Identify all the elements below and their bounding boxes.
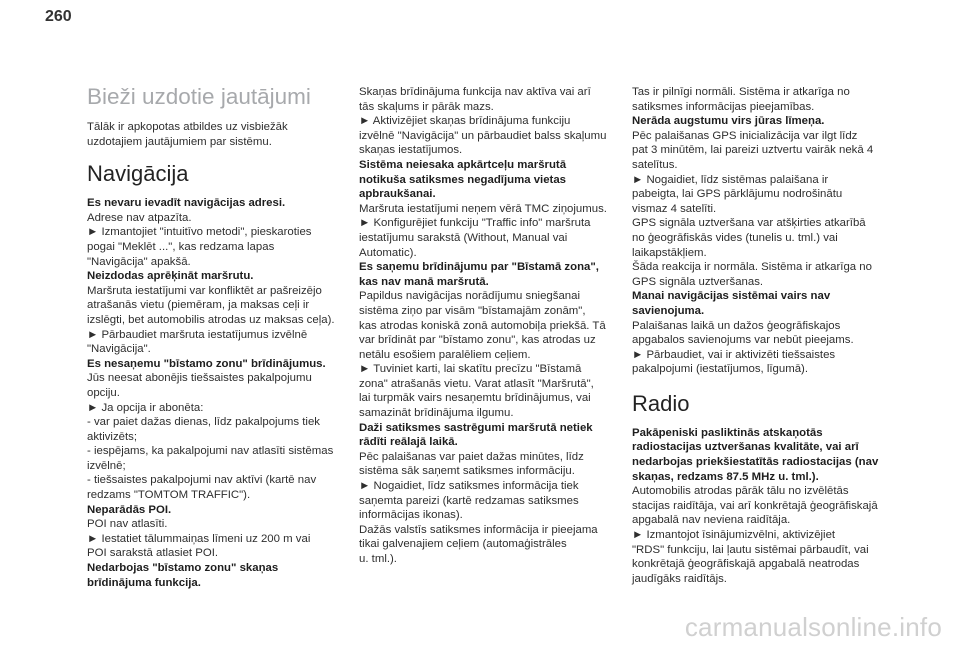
text-line: no ģeogrāfiskās vides (tunelis u. tml.) vai bbox=[632, 231, 838, 244]
text-line: netālu esošiem paralēliem ceļiem. bbox=[359, 348, 531, 361]
intro-text bbox=[87, 120, 342, 149]
text-line: atrašanās vietu (piemēram, ja maksas ceļi ir bbox=[87, 299, 310, 312]
question-line: Es nevaru ievadīt navigācijas adresi. bbox=[87, 197, 286, 210]
text-line: izvēlnē "Navigācija" un pārbaudiet balss skaļumu bbox=[359, 129, 607, 142]
text-line: ► Izmantojot īsinājumizvēlni, aktivizējiet bbox=[632, 529, 836, 542]
column-2-text bbox=[359, 85, 614, 567]
section-heading-navigation: Navigācija bbox=[87, 161, 189, 187]
question-line: Neparādās POI. bbox=[87, 503, 172, 516]
text-line: ► Aktivizējiet skaņas brīdinājuma funkciju bbox=[359, 115, 571, 128]
text-line: tikai galvenajiem ceļiem (automaģistrāles bbox=[359, 538, 567, 551]
column-3 bbox=[632, 85, 887, 586]
text-line: GPS signāla uztveršanas. bbox=[632, 275, 764, 288]
text-line: ► Konfigurējiet funkciju "Traffic info" maršruta bbox=[359, 217, 591, 230]
text-line: Šāda reakcija ir normāla. Sistēma ir atkarīga no bbox=[632, 261, 872, 274]
column-3-text-bottom bbox=[632, 426, 887, 587]
text-line: Papildus navigācijas norādījumu sniegšanai bbox=[359, 290, 580, 303]
question-line: Neizdodas aprēķināt maršrutu. bbox=[87, 270, 254, 283]
text-line: ► Pārbaudiet maršruta iestatījumus izvēlnē bbox=[87, 328, 308, 341]
column-2 bbox=[359, 85, 614, 567]
text-line: var brīdināt par "bīstamo zonu", kas atrodas uz bbox=[359, 334, 596, 347]
question-line: nedarbojas priekšiestatītās radiostacijas (nav bbox=[632, 456, 879, 469]
text-line: konkrētajā ģeogrāfiskajā apgabalā neatrodas bbox=[632, 558, 860, 571]
text-line: pakalpojumi (iestatījumos, līgumā). bbox=[632, 363, 808, 376]
text-line: ► Tuviniet karti, lai skatītu precīzu "Bīstamā bbox=[359, 363, 582, 376]
text-line: vismaz 4 satelīti. bbox=[632, 202, 717, 215]
text-line: - tiešsaistes pakalpojumi nav aktīvi (kartē nav bbox=[87, 474, 317, 487]
question-line: rādīti reālajā laikā. bbox=[359, 436, 458, 449]
text-line: "Navigācija" apakšā. bbox=[87, 255, 191, 268]
question-line: notikuša satiksmes negadījuma vietas bbox=[359, 173, 567, 186]
section-heading-radio: Radio bbox=[632, 390, 690, 416]
text-line: apgabalos savienojums var nebūt pieejams. bbox=[632, 334, 854, 347]
text-line: ► Nogaidiet, līdz satiksmes informācija tiek bbox=[359, 480, 579, 493]
text-line: Adrese nav atpazīta. bbox=[87, 211, 192, 224]
text-line: redzams "TOMTOM TRAFFIC"). bbox=[87, 489, 251, 502]
question-line: Manai navigācijas sistēmai vairs nav bbox=[632, 290, 831, 303]
question-line: kas nav manā maršrutā. bbox=[359, 275, 489, 288]
text-line: apgabalā nav neviena raidītāja. bbox=[632, 514, 791, 527]
text-line: jaudīgāks raidītājs. bbox=[632, 572, 727, 585]
text-line: Maršruta iestatījumi var konfliktēt ar pašreizējo bbox=[87, 284, 322, 297]
text-line: Pēc palaišanas GPS inicializācija var ilgt līdz bbox=[632, 129, 858, 142]
text-line: kas atrodas koniskā zonā automobiļa priekšā. Tā bbox=[359, 319, 606, 332]
text-line: Automobilis atrodas pārāk tālu no izvēlētās bbox=[632, 485, 849, 498]
text-line: pabeigta, lai GPS pārklājumu nodrošinātu bbox=[632, 188, 843, 201]
question-line: Daži satiksmes sastrēgumi maršrutā netiek bbox=[359, 421, 593, 434]
column-1 bbox=[87, 78, 342, 590]
text-line: Tas ir pilnīgi normāli. Sistēma ir atkarīga no bbox=[632, 86, 850, 98]
question-line: Sistēma neiesaka apkārtceļu maršrutā bbox=[359, 158, 567, 171]
text-line: izvēlnē; bbox=[87, 459, 126, 472]
page-number: 260 bbox=[45, 8, 72, 25]
question-line: Nerāda augstumu virs jūras līmeņa. bbox=[632, 115, 825, 128]
text-line: Palaišanas laikā un dažos ģeogrāfiskajos bbox=[632, 319, 841, 332]
text-line: pat 3 minūtēm, lai pareizi uztvertu vairāk nekā 4 bbox=[632, 144, 874, 157]
text-line: zona" atrašanās vietu. Varat atlasīt "Maršrutā", bbox=[359, 377, 594, 390]
text-line: tās skaļums ir pārāk mazs. bbox=[359, 100, 494, 113]
text-line: satelītus. bbox=[632, 158, 678, 171]
text-line: POI nav atlasīti. bbox=[87, 518, 168, 531]
column-1-text bbox=[87, 196, 342, 590]
question-line: radiostacijas uztveršanas kvalitāte, vai arī bbox=[632, 441, 859, 454]
text-line: ► Iestatiet tālummaiņas līmeni uz 200 m vai bbox=[87, 532, 311, 545]
question-line: Nedarbojas "bīstamo zonu" skaņas bbox=[87, 562, 279, 575]
text-line: informācijas ikonas). bbox=[359, 509, 463, 522]
text-line: u. tml.). bbox=[359, 553, 397, 565]
intro-line: uzdotajiem jautājumiem par sistēmu. bbox=[87, 135, 272, 148]
text-line: sistēma ziņo par visām "bīstamajām zonām", bbox=[359, 304, 586, 317]
text-line: opciju. bbox=[87, 386, 120, 399]
text-line: pogai "Meklēt ...", kas redzama lapas bbox=[87, 240, 275, 253]
text-line: GPS signāla uztveršana var atšķirties atkarībā bbox=[632, 217, 866, 230]
text-line: lai turpmāk vairs nesaņemtu brīdinājumus, vai bbox=[359, 392, 591, 405]
text-line: skaņas iestatījumos. bbox=[359, 144, 463, 157]
text-line: Dažās valstīs satiksmes informācija ir pieejama bbox=[359, 523, 598, 536]
question-line: skaņas, redzams 87.5 MHz u. tml.). bbox=[632, 470, 819, 483]
text-line: ► Ja opcija ir abonēta: bbox=[87, 401, 204, 414]
question-line: Es nesaņemu "bīstamo zonu" brīdinājumus. bbox=[87, 357, 326, 370]
text-line: Skaņas brīdinājuma funkcija nav aktīva vai arī bbox=[359, 86, 591, 98]
text-line: satiksmes informācijas pieejamības. bbox=[632, 100, 815, 113]
column-3-text-top bbox=[632, 85, 887, 377]
text-line: stacijas raidītāja, vai arī konkrētajā ģeogrāfiskajā bbox=[632, 499, 878, 512]
question-line: brīdinājuma funkcija. bbox=[87, 576, 201, 589]
question-line: savienojuma. bbox=[632, 304, 705, 317]
intro-line: Tālāk ir apkopotas atbildes uz visbiežāk bbox=[87, 121, 288, 133]
page-title: Bieži uzdotie jautājumi bbox=[87, 84, 311, 109]
text-line: izslēgti, bet automobilis atrodas uz maksas ceļa). bbox=[87, 313, 335, 326]
text-line: - iespējams, ka pakalpojumi nav atlasīti sistēmas bbox=[87, 445, 334, 458]
text-line: sistēma sāk saņemt satiksmes informāciju. bbox=[359, 465, 575, 478]
text-line: ► Pārbaudiet, vai ir aktivizēti tiešsaistes bbox=[632, 348, 836, 361]
text-line: samazināt brīdinājuma ilgumu. bbox=[359, 407, 514, 420]
text-line: Automatic). bbox=[359, 246, 417, 259]
text-line: ► Nogaidiet, līdz sistēmas palaišana ir bbox=[632, 173, 829, 186]
text-line: saņemta pareizi (kartē redzamas satiksmes bbox=[359, 494, 579, 507]
text-line: ► Izmantojiet "intuitīvo metodi", pieskaroties bbox=[87, 226, 312, 239]
question-line: apbraukšanai. bbox=[359, 188, 436, 201]
watermark: carmanualsonline.info bbox=[684, 612, 942, 642]
text-line: aktivizēts; bbox=[87, 430, 138, 443]
text-line: laikapstākļiem. bbox=[632, 246, 707, 259]
question-line: Pakāpeniski pasliktinās atskaņotās bbox=[632, 426, 823, 439]
text-line: Jūs neesat abonējis tiešsaistes pakalpojumu bbox=[87, 372, 312, 385]
text-line: POI sarakstā atlasiet POI. bbox=[87, 547, 219, 560]
text-line: Pēc palaišanas var paiet dažas minūtes, līdz bbox=[359, 450, 584, 463]
text-line: - var paiet dažas dienas, līdz pakalpojums tiek bbox=[87, 416, 320, 429]
text-line: iestatījumu sarakstā (Without, Manual vai bbox=[359, 231, 568, 244]
text-line: "Navigācija". bbox=[87, 343, 151, 356]
text-line: "RDS" funkciju, lai ļautu sistēmai pārbaudīt, vai bbox=[632, 543, 869, 556]
question-line: Es saņemu brīdinājumu par "Bīstamā zona", bbox=[359, 261, 599, 274]
text-line: Maršruta iestatījumi neņem vērā TMC ziņojumus. bbox=[359, 202, 607, 215]
